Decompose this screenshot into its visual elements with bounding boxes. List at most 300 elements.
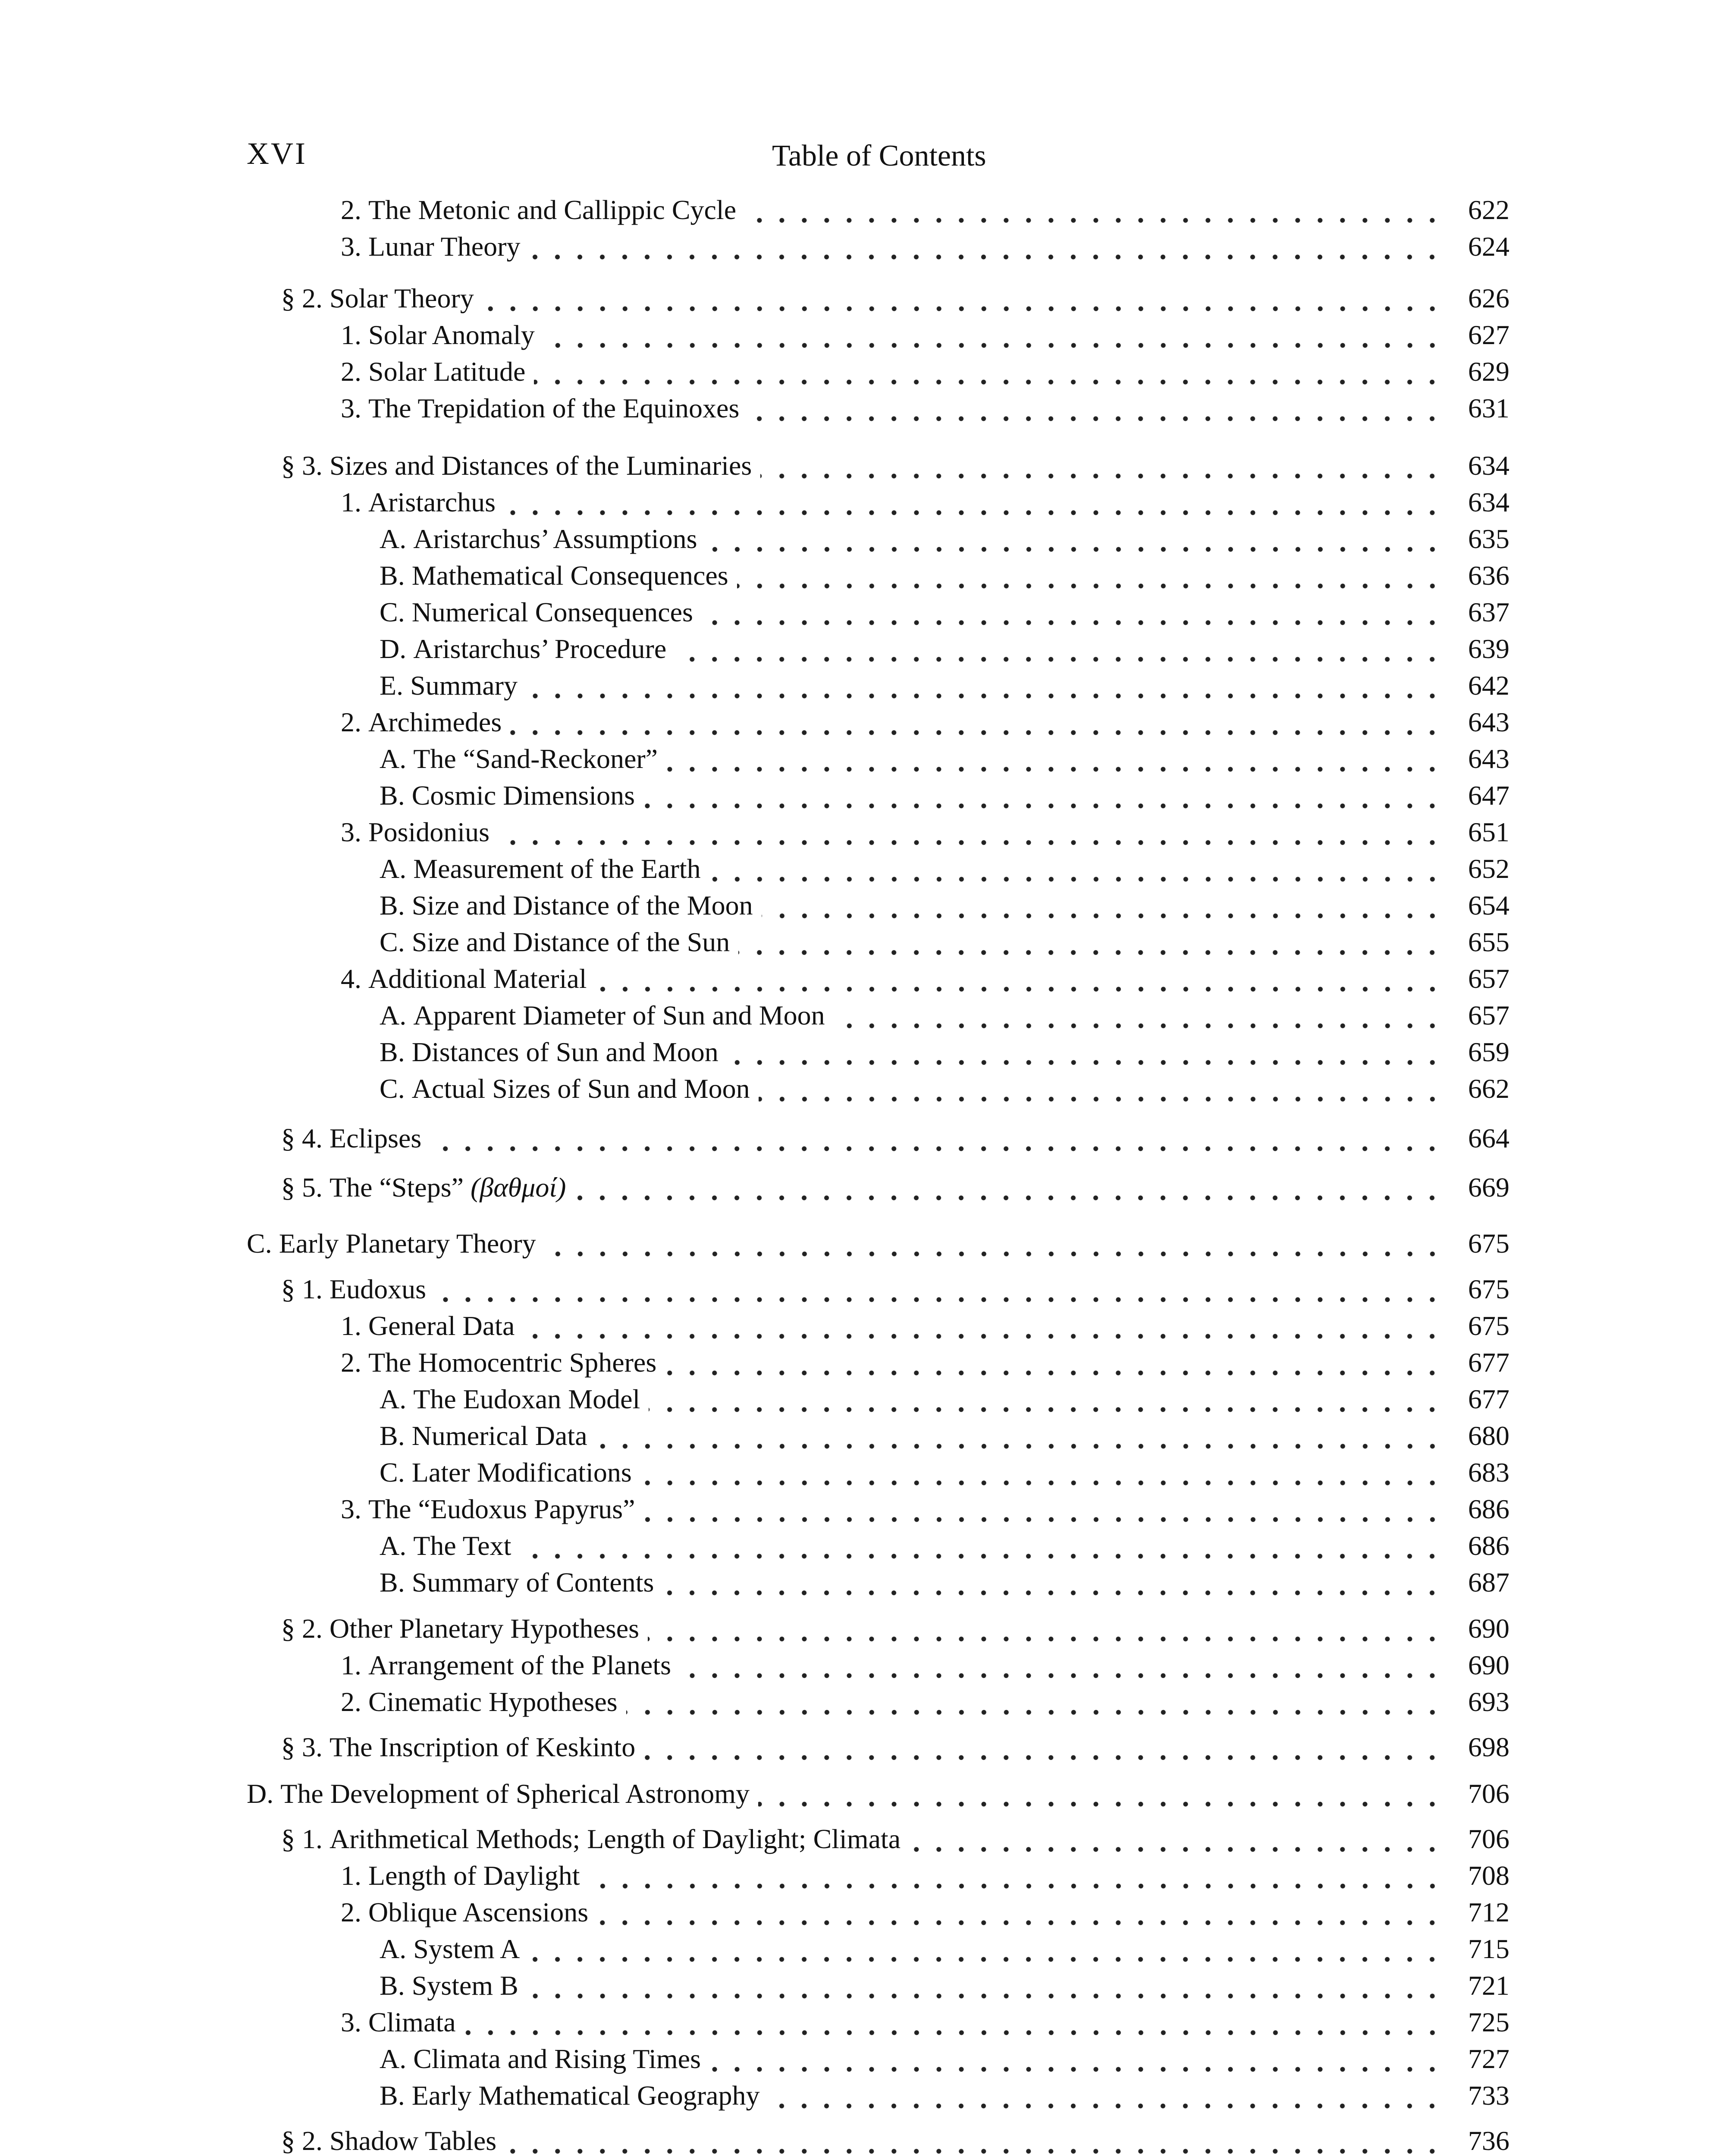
toc-entry-label: Actual Sizes of Sun and Moon bbox=[411, 1073, 750, 1104]
dot-leader bbox=[528, 1938, 1443, 1964]
toc-entry bbox=[0, 1170, 1509, 1205]
toc-entry bbox=[0, 815, 1509, 849]
toc-entry bbox=[0, 1648, 1509, 1683]
toc-entry-title bbox=[341, 1858, 587, 1893]
dot-leader bbox=[666, 748, 1443, 774]
toc-entry-title bbox=[281, 1611, 646, 1646]
toc-entry-number: A. bbox=[380, 1530, 414, 1561]
toc-entry bbox=[0, 1932, 1509, 1966]
toc-entry-title bbox=[380, 998, 832, 1033]
toc-entry-label: The Homocentric Spheres bbox=[368, 1347, 657, 1378]
toc-entry-page: 675 bbox=[1468, 1228, 1509, 1259]
toc-entry bbox=[0, 1492, 1509, 1526]
toc-entry-label: Numerical Data bbox=[411, 1420, 587, 1451]
toc-entry bbox=[0, 485, 1509, 520]
toc-entry bbox=[0, 1345, 1509, 1380]
toc-entry bbox=[0, 2078, 1509, 2113]
toc-entry bbox=[0, 595, 1509, 630]
toc-entry-label: Shadow Tables bbox=[329, 2125, 497, 2156]
toc-entry-title bbox=[341, 1685, 624, 1719]
toc-entry-number: A. bbox=[380, 1000, 414, 1031]
dot-leader bbox=[510, 711, 1443, 737]
toc-entry-label: The Trepidation of the Equinoxes bbox=[368, 393, 740, 423]
toc-entry-label: Sizes and Distances of the Luminaries bbox=[329, 450, 752, 481]
toc-entry-number: 3. bbox=[341, 393, 368, 423]
toc-entry-label: Aristarchus’ Assumptions bbox=[413, 523, 697, 554]
toc-entry-number: § 1. bbox=[281, 1824, 329, 1854]
toc-entry-page: 643 bbox=[1468, 707, 1509, 737]
toc-entry-title bbox=[380, 2042, 708, 2076]
toc-entry bbox=[0, 1822, 1509, 1856]
toc-entry-page: 636 bbox=[1468, 560, 1509, 591]
toc-entry-label: Aristarchus’ Procedure bbox=[413, 633, 667, 664]
dot-leader bbox=[834, 1004, 1443, 1030]
toc-entry-number: B. bbox=[380, 1037, 412, 1067]
dot-leader bbox=[643, 784, 1443, 810]
toc-entry-number: 1. bbox=[341, 1860, 368, 1891]
dot-leader bbox=[644, 1736, 1443, 1762]
toc-entry-number: B. bbox=[380, 890, 412, 921]
toc-entry bbox=[0, 1730, 1509, 1764]
toc-entry-title bbox=[341, 318, 542, 352]
toc-entry-label: The “Eudoxus Papyrus” bbox=[368, 1494, 635, 1524]
toc-entry-page: 712 bbox=[1468, 1897, 1509, 1927]
toc-entry-number: A. bbox=[380, 743, 414, 774]
toc-entry-title bbox=[341, 354, 532, 389]
toc-entry-title bbox=[341, 1345, 663, 1380]
toc-entry-page: 634 bbox=[1468, 487, 1509, 517]
toc-entry bbox=[0, 391, 1509, 426]
toc-entry-label: Size and Distance of the Moon bbox=[411, 890, 753, 921]
toc-entry bbox=[0, 1309, 1509, 1343]
dot-leader bbox=[483, 287, 1443, 313]
toc-entry-number: B. bbox=[380, 1970, 412, 2001]
dot-leader bbox=[644, 1498, 1443, 1524]
toc-entry-number: B. bbox=[380, 2080, 412, 2111]
toc-entry-page: 655 bbox=[1468, 927, 1509, 957]
toc-entry-number: A. bbox=[380, 2043, 414, 2074]
toc-entry-number: 4. bbox=[341, 963, 368, 994]
toc-entry bbox=[0, 2005, 1509, 2040]
dot-leader bbox=[709, 858, 1443, 884]
toc-entry-label: System A bbox=[413, 1934, 520, 1964]
dot-leader bbox=[574, 1176, 1443, 1202]
toc-entry-title bbox=[281, 448, 759, 483]
toc-entry-label: Lunar Theory bbox=[368, 231, 521, 262]
dot-leader bbox=[597, 1901, 1443, 1927]
toc-entry-page: 698 bbox=[1468, 1732, 1509, 1762]
dot-leader bbox=[505, 2130, 1443, 2156]
toc-entry-number: 3. bbox=[341, 817, 368, 847]
toc-entry-page: 725 bbox=[1468, 2007, 1509, 2037]
toc-entry bbox=[0, 1685, 1509, 1719]
toc-entry-label: The “Sand-Reckoner” bbox=[413, 743, 658, 774]
toc-entry-number: 3. bbox=[341, 2007, 368, 2037]
dot-leader bbox=[589, 1865, 1443, 1890]
toc-entry bbox=[0, 925, 1509, 959]
toc-entry bbox=[0, 281, 1509, 316]
dot-leader bbox=[748, 397, 1443, 423]
dot-leader bbox=[464, 2011, 1443, 2037]
dot-leader bbox=[527, 1974, 1443, 2000]
toc-entry-number: C. bbox=[247, 1228, 279, 1259]
toc-entry-label: Archimedes bbox=[368, 707, 502, 737]
dot-leader bbox=[545, 1232, 1443, 1258]
toc-entry-title bbox=[341, 1492, 642, 1526]
toc-entry-title bbox=[380, 2078, 766, 2113]
toc-entry-title bbox=[341, 391, 746, 426]
toc-entry-page: 639 bbox=[1468, 633, 1509, 664]
toc-entry-title bbox=[281, 1272, 433, 1307]
toc-entry-title bbox=[380, 1455, 639, 1490]
toc-entry-number: C. bbox=[380, 1073, 412, 1104]
toc-entry bbox=[0, 852, 1509, 886]
toc-entry-page: 733 bbox=[1468, 2080, 1509, 2111]
toc-entry-title bbox=[247, 1226, 543, 1261]
toc-entry-page: 664 bbox=[1468, 1123, 1509, 1153]
toc-entry-number: § 2. bbox=[281, 1613, 329, 1644]
dot-leader bbox=[626, 1691, 1443, 1717]
toc-entry-label: The Inscription of Keskinto bbox=[329, 1732, 636, 1762]
toc-entry-title bbox=[380, 925, 737, 959]
dot-leader bbox=[543, 324, 1443, 350]
toc-entry-label: Mathematical Consequences bbox=[411, 560, 728, 591]
toc-entry-title bbox=[341, 1309, 521, 1343]
toc-entry-number: B. bbox=[380, 560, 412, 591]
toc-entry bbox=[0, 1272, 1509, 1307]
toc-entry-title bbox=[281, 1822, 907, 1856]
toc-entry-title bbox=[341, 193, 743, 227]
toc-entry-label: General Data bbox=[368, 1310, 515, 1341]
toc-entry bbox=[0, 705, 1509, 740]
toc-entry-label: Oblique Ascensions bbox=[368, 1897, 589, 1927]
toc-entry-title bbox=[380, 1035, 725, 1069]
toc-entry-page: 637 bbox=[1468, 597, 1509, 627]
toc-entry-page: 675 bbox=[1468, 1310, 1509, 1341]
toc-entry-title bbox=[281, 1121, 428, 1156]
toc-entry bbox=[0, 998, 1509, 1033]
toc-entry-number: 2. bbox=[341, 1686, 368, 1717]
toc-entry-page: 635 bbox=[1468, 523, 1509, 554]
toc-entry-page: 669 bbox=[1468, 1172, 1509, 1203]
toc-entry-label: Early Planetary Theory bbox=[279, 1228, 536, 1259]
toc-entry-title bbox=[380, 1382, 647, 1416]
toc-entry-label: The “Steps” bbox=[329, 1172, 464, 1203]
dot-leader bbox=[706, 528, 1443, 554]
toc-entry-label: Eudoxus bbox=[329, 1274, 426, 1304]
toc-entry-number: C. bbox=[380, 1457, 412, 1488]
toc-entry bbox=[0, 1529, 1509, 1563]
dot-leader bbox=[737, 564, 1443, 590]
toc-entry bbox=[0, 2042, 1509, 2076]
toc-entry-title bbox=[380, 558, 735, 593]
toc-entry-page: 693 bbox=[1468, 1686, 1509, 1717]
toc-entry-label: Summary of Contents bbox=[411, 1567, 654, 1598]
toc-entry-number: B. bbox=[380, 1420, 412, 1451]
toc-entry-title bbox=[380, 1529, 518, 1563]
toc-entry-label: Solar Anomaly bbox=[368, 320, 535, 350]
toc-entry-number: E. bbox=[380, 670, 411, 701]
toc-entry-label: The Development of Spherical Astronomy bbox=[280, 1778, 750, 1809]
toc-entry-number: 2. bbox=[341, 1897, 368, 1927]
toc-entry-page: 687 bbox=[1468, 1567, 1509, 1598]
toc-entry bbox=[0, 668, 1509, 703]
toc-entry-title bbox=[380, 1419, 594, 1453]
toc-entry-number: A. bbox=[380, 1384, 414, 1414]
toc-entry-page: 686 bbox=[1468, 1530, 1509, 1561]
toc-entry bbox=[0, 1968, 1509, 2003]
toc-entry-label: Size and Distance of the Sun bbox=[411, 927, 730, 957]
dot-leader bbox=[430, 1127, 1443, 1153]
toc-entry-title bbox=[380, 1072, 757, 1106]
toc-entry-number: 1. bbox=[341, 1310, 368, 1341]
toc-entry-page: 680 bbox=[1468, 1420, 1509, 1451]
dot-leader bbox=[680, 1654, 1443, 1680]
toc-entry-label: The Metonic and Callippic Cycle bbox=[368, 194, 737, 225]
dot-leader bbox=[534, 360, 1443, 386]
toc-entry-title bbox=[380, 632, 673, 666]
dot-leader bbox=[768, 2084, 1443, 2110]
toc-entry-label: Posidonius bbox=[368, 817, 489, 847]
dot-leader bbox=[760, 454, 1443, 480]
toc-entry-page: 631 bbox=[1468, 393, 1509, 423]
toc-entry-number: 1. bbox=[341, 487, 368, 517]
dot-leader bbox=[498, 821, 1443, 847]
toc-entry-page: 736 bbox=[1468, 2125, 1509, 2156]
toc-entry-title bbox=[341, 229, 527, 264]
toc-entry-label: The Eudoxan Model bbox=[413, 1384, 640, 1414]
dot-leader bbox=[435, 1278, 1443, 1304]
toc-entry-page: 657 bbox=[1468, 1000, 1509, 1031]
toc-entry bbox=[0, 888, 1509, 923]
toc-entry bbox=[0, 1072, 1509, 1106]
dot-leader bbox=[504, 491, 1443, 517]
toc-entry-title bbox=[380, 852, 708, 886]
toc-entry-label: Distances of Sun and Moon bbox=[411, 1037, 719, 1067]
toc-entry bbox=[0, 1858, 1509, 1893]
toc-entry-number: § 3. bbox=[281, 1732, 329, 1762]
dot-leader bbox=[665, 1351, 1443, 1377]
dot-leader bbox=[523, 1315, 1443, 1341]
toc-entry-page: 629 bbox=[1468, 356, 1509, 387]
toc-entry-page: 677 bbox=[1468, 1347, 1509, 1378]
toc-entry-number: 3. bbox=[341, 231, 368, 262]
toc-entry-page: 652 bbox=[1468, 853, 1509, 884]
toc-entry-number: A. bbox=[380, 523, 414, 554]
toc-entry-label: Cosmic Dimensions bbox=[411, 780, 635, 811]
dot-leader bbox=[759, 1078, 1443, 1103]
toc-entry-number: D. bbox=[247, 1778, 281, 1809]
toc-entry bbox=[0, 1419, 1509, 1453]
toc-entry bbox=[0, 1611, 1509, 1646]
toc-entry-page: 675 bbox=[1468, 1274, 1509, 1304]
dot-leader bbox=[762, 894, 1443, 920]
toc-entry-number: B. bbox=[380, 1567, 412, 1598]
toc-entry-number: § 2. bbox=[281, 2125, 329, 2156]
toc-entry-label: Cinematic Hypotheses bbox=[368, 1686, 618, 1717]
toc-entry-label: Climata and Rising Times bbox=[413, 2043, 701, 2074]
toc-entry-number: 1. bbox=[341, 1650, 368, 1680]
toc-entry-page: 706 bbox=[1468, 1824, 1509, 1854]
dot-leader bbox=[727, 1041, 1443, 1067]
toc-entry-label: Early Mathematical Geography bbox=[411, 2080, 760, 2111]
toc-entry bbox=[0, 1382, 1509, 1416]
toc-entry-page: 683 bbox=[1468, 1457, 1509, 1488]
toc-entry-number: B. bbox=[380, 780, 412, 811]
toc-entry-number: § 2. bbox=[281, 283, 329, 313]
toc-entry-page: 627 bbox=[1468, 320, 1509, 350]
toc-entry-number: 1. bbox=[341, 320, 368, 350]
toc-entry-number: D. bbox=[380, 633, 414, 664]
dot-leader bbox=[526, 674, 1443, 700]
toc-entry bbox=[0, 318, 1509, 352]
toc-entry bbox=[0, 1777, 1509, 1811]
toc-entry-label: The Text bbox=[413, 1530, 511, 1561]
toc-entry-title bbox=[380, 1565, 661, 1600]
toc-entry-page: 659 bbox=[1468, 1037, 1509, 1067]
toc-entry-page: 651 bbox=[1468, 817, 1509, 847]
dot-leader bbox=[520, 1535, 1443, 1561]
toc-entry-number: C. bbox=[380, 927, 412, 957]
toc-entry-title bbox=[247, 1777, 756, 1811]
toc-entry-title bbox=[341, 962, 594, 996]
toc-entry-page: 657 bbox=[1468, 963, 1509, 994]
toc-entry-number: 2. bbox=[341, 356, 368, 387]
toc-entry-page: 626 bbox=[1468, 283, 1509, 313]
toc-entry bbox=[0, 632, 1509, 666]
toc-entry-number: § 1. bbox=[281, 1274, 329, 1304]
toc-entry-label: Summary bbox=[410, 670, 518, 701]
toc-entry-title bbox=[380, 1932, 527, 1966]
toc-entry-page: 686 bbox=[1468, 1494, 1509, 1524]
toc-entry-title bbox=[380, 668, 524, 703]
dot-leader bbox=[745, 199, 1443, 225]
toc-entry bbox=[0, 1226, 1509, 1261]
toc-entry-page: 690 bbox=[1468, 1650, 1509, 1680]
toc-entry-title bbox=[380, 1968, 525, 2003]
toc-entry-title bbox=[380, 522, 704, 556]
toc-entry bbox=[0, 1455, 1509, 1490]
toc-entry-label: Measurement of the Earth bbox=[413, 853, 701, 884]
dot-leader bbox=[738, 931, 1443, 957]
toc-entry-label: Other Planetary Hypotheses bbox=[329, 1613, 640, 1644]
toc-entry bbox=[0, 778, 1509, 813]
dot-leader bbox=[649, 1388, 1443, 1414]
toc-entry bbox=[0, 229, 1509, 264]
toc-entry-title bbox=[341, 815, 496, 849]
toc-entry-label: Numerical Consequences bbox=[411, 597, 693, 627]
toc-entry-page: 624 bbox=[1468, 231, 1509, 262]
toc-entry-label: Additional Material bbox=[368, 963, 587, 994]
toc-entry-page: 647 bbox=[1468, 780, 1509, 811]
toc-entry-greek: (βαθμοί) bbox=[464, 1172, 566, 1203]
toc-entry bbox=[0, 2124, 1509, 2156]
dot-leader bbox=[702, 601, 1443, 627]
toc-entry-label: Arrangement of the Planets bbox=[368, 1650, 671, 1680]
toc-entry-title bbox=[281, 1170, 573, 1205]
toc-entry-title bbox=[380, 742, 665, 776]
toc-entry-title bbox=[380, 595, 700, 630]
toc-entry bbox=[0, 1565, 1509, 1600]
toc-entry-title bbox=[341, 1895, 595, 1930]
toc-entry-page: 721 bbox=[1468, 1970, 1509, 2001]
toc-entry-label: Length of Daylight bbox=[368, 1860, 580, 1891]
toc-entry bbox=[0, 193, 1509, 227]
toc-entry-page: 643 bbox=[1468, 743, 1509, 774]
page-number: XVI bbox=[247, 136, 307, 171]
toc-entry-number: 2. bbox=[341, 707, 368, 737]
toc-entry-page: 634 bbox=[1468, 450, 1509, 481]
toc-entry-title bbox=[341, 1648, 678, 1683]
toc-entry-label: Arithmetical Methods; Length of Daylight; Climata bbox=[329, 1824, 901, 1854]
toc-entry bbox=[0, 742, 1509, 776]
toc-entry-label: Climata bbox=[368, 2007, 456, 2037]
toc-entry-page: 715 bbox=[1468, 1934, 1509, 1964]
toc-entry-title bbox=[281, 2124, 503, 2156]
toc-entry-title bbox=[380, 778, 642, 813]
dot-leader bbox=[758, 1783, 1443, 1808]
dot-leader bbox=[648, 1617, 1443, 1643]
toc-entry-page: 708 bbox=[1468, 1860, 1509, 1891]
toc-entry-label: Aristarchus bbox=[368, 487, 496, 517]
toc-entry-number: C. bbox=[380, 597, 412, 627]
toc-entry-label: Later Modifications bbox=[411, 1457, 632, 1488]
toc-entry-page: 706 bbox=[1468, 1778, 1509, 1809]
toc-entry-title bbox=[281, 1730, 642, 1764]
toc-entry-title bbox=[341, 2005, 463, 2040]
toc-entry-label: Solar Theory bbox=[329, 283, 474, 313]
toc-entry-number: § 4. bbox=[281, 1123, 329, 1153]
toc-entry-page: 642 bbox=[1468, 670, 1509, 701]
dot-leader bbox=[640, 1461, 1443, 1487]
toc-entry bbox=[0, 558, 1509, 593]
toc-entry bbox=[0, 522, 1509, 556]
toc-entry-number: 2. bbox=[341, 194, 368, 225]
dot-leader bbox=[529, 235, 1443, 261]
toc-entry-label: Solar Latitude bbox=[368, 356, 526, 387]
toc-entry bbox=[0, 962, 1509, 996]
toc-entry-title bbox=[341, 705, 508, 740]
toc-entry bbox=[0, 448, 1509, 483]
toc-entry-title bbox=[380, 888, 760, 923]
toc-entry-title bbox=[281, 281, 481, 316]
toc-entry-number: § 3. bbox=[281, 450, 329, 481]
toc-entry bbox=[0, 354, 1509, 389]
toc-entry-number: 2. bbox=[341, 1347, 368, 1378]
toc-entry-number: A. bbox=[380, 853, 414, 884]
dot-leader bbox=[709, 2048, 1443, 2074]
toc-entry-page: 662 bbox=[1468, 1073, 1509, 1104]
toc-entry-label: Eclipses bbox=[329, 1123, 422, 1153]
dot-leader bbox=[596, 968, 1443, 993]
toc-entry-page: 690 bbox=[1468, 1613, 1509, 1644]
running-header: Table of Contents bbox=[772, 139, 986, 172]
toc-entry-number: A. bbox=[380, 1934, 414, 1964]
toc-entry-label: Apparent Diameter of Sun and Moon bbox=[413, 1000, 825, 1031]
toc-entry-page: 677 bbox=[1468, 1384, 1509, 1414]
toc-entry-page: 727 bbox=[1468, 2043, 1509, 2074]
toc-entry-page: 622 bbox=[1468, 194, 1509, 225]
toc-entry bbox=[0, 1895, 1509, 1930]
dot-leader bbox=[596, 1425, 1443, 1451]
toc-entry-number: 3. bbox=[341, 1494, 368, 1524]
dot-leader bbox=[662, 1571, 1443, 1597]
toc-entry-label: System B bbox=[411, 1970, 518, 2001]
toc-entry bbox=[0, 1121, 1509, 1156]
dot-leader bbox=[675, 638, 1443, 664]
dot-leader bbox=[909, 1828, 1443, 1854]
toc-entry-number: § 5. bbox=[281, 1172, 329, 1203]
